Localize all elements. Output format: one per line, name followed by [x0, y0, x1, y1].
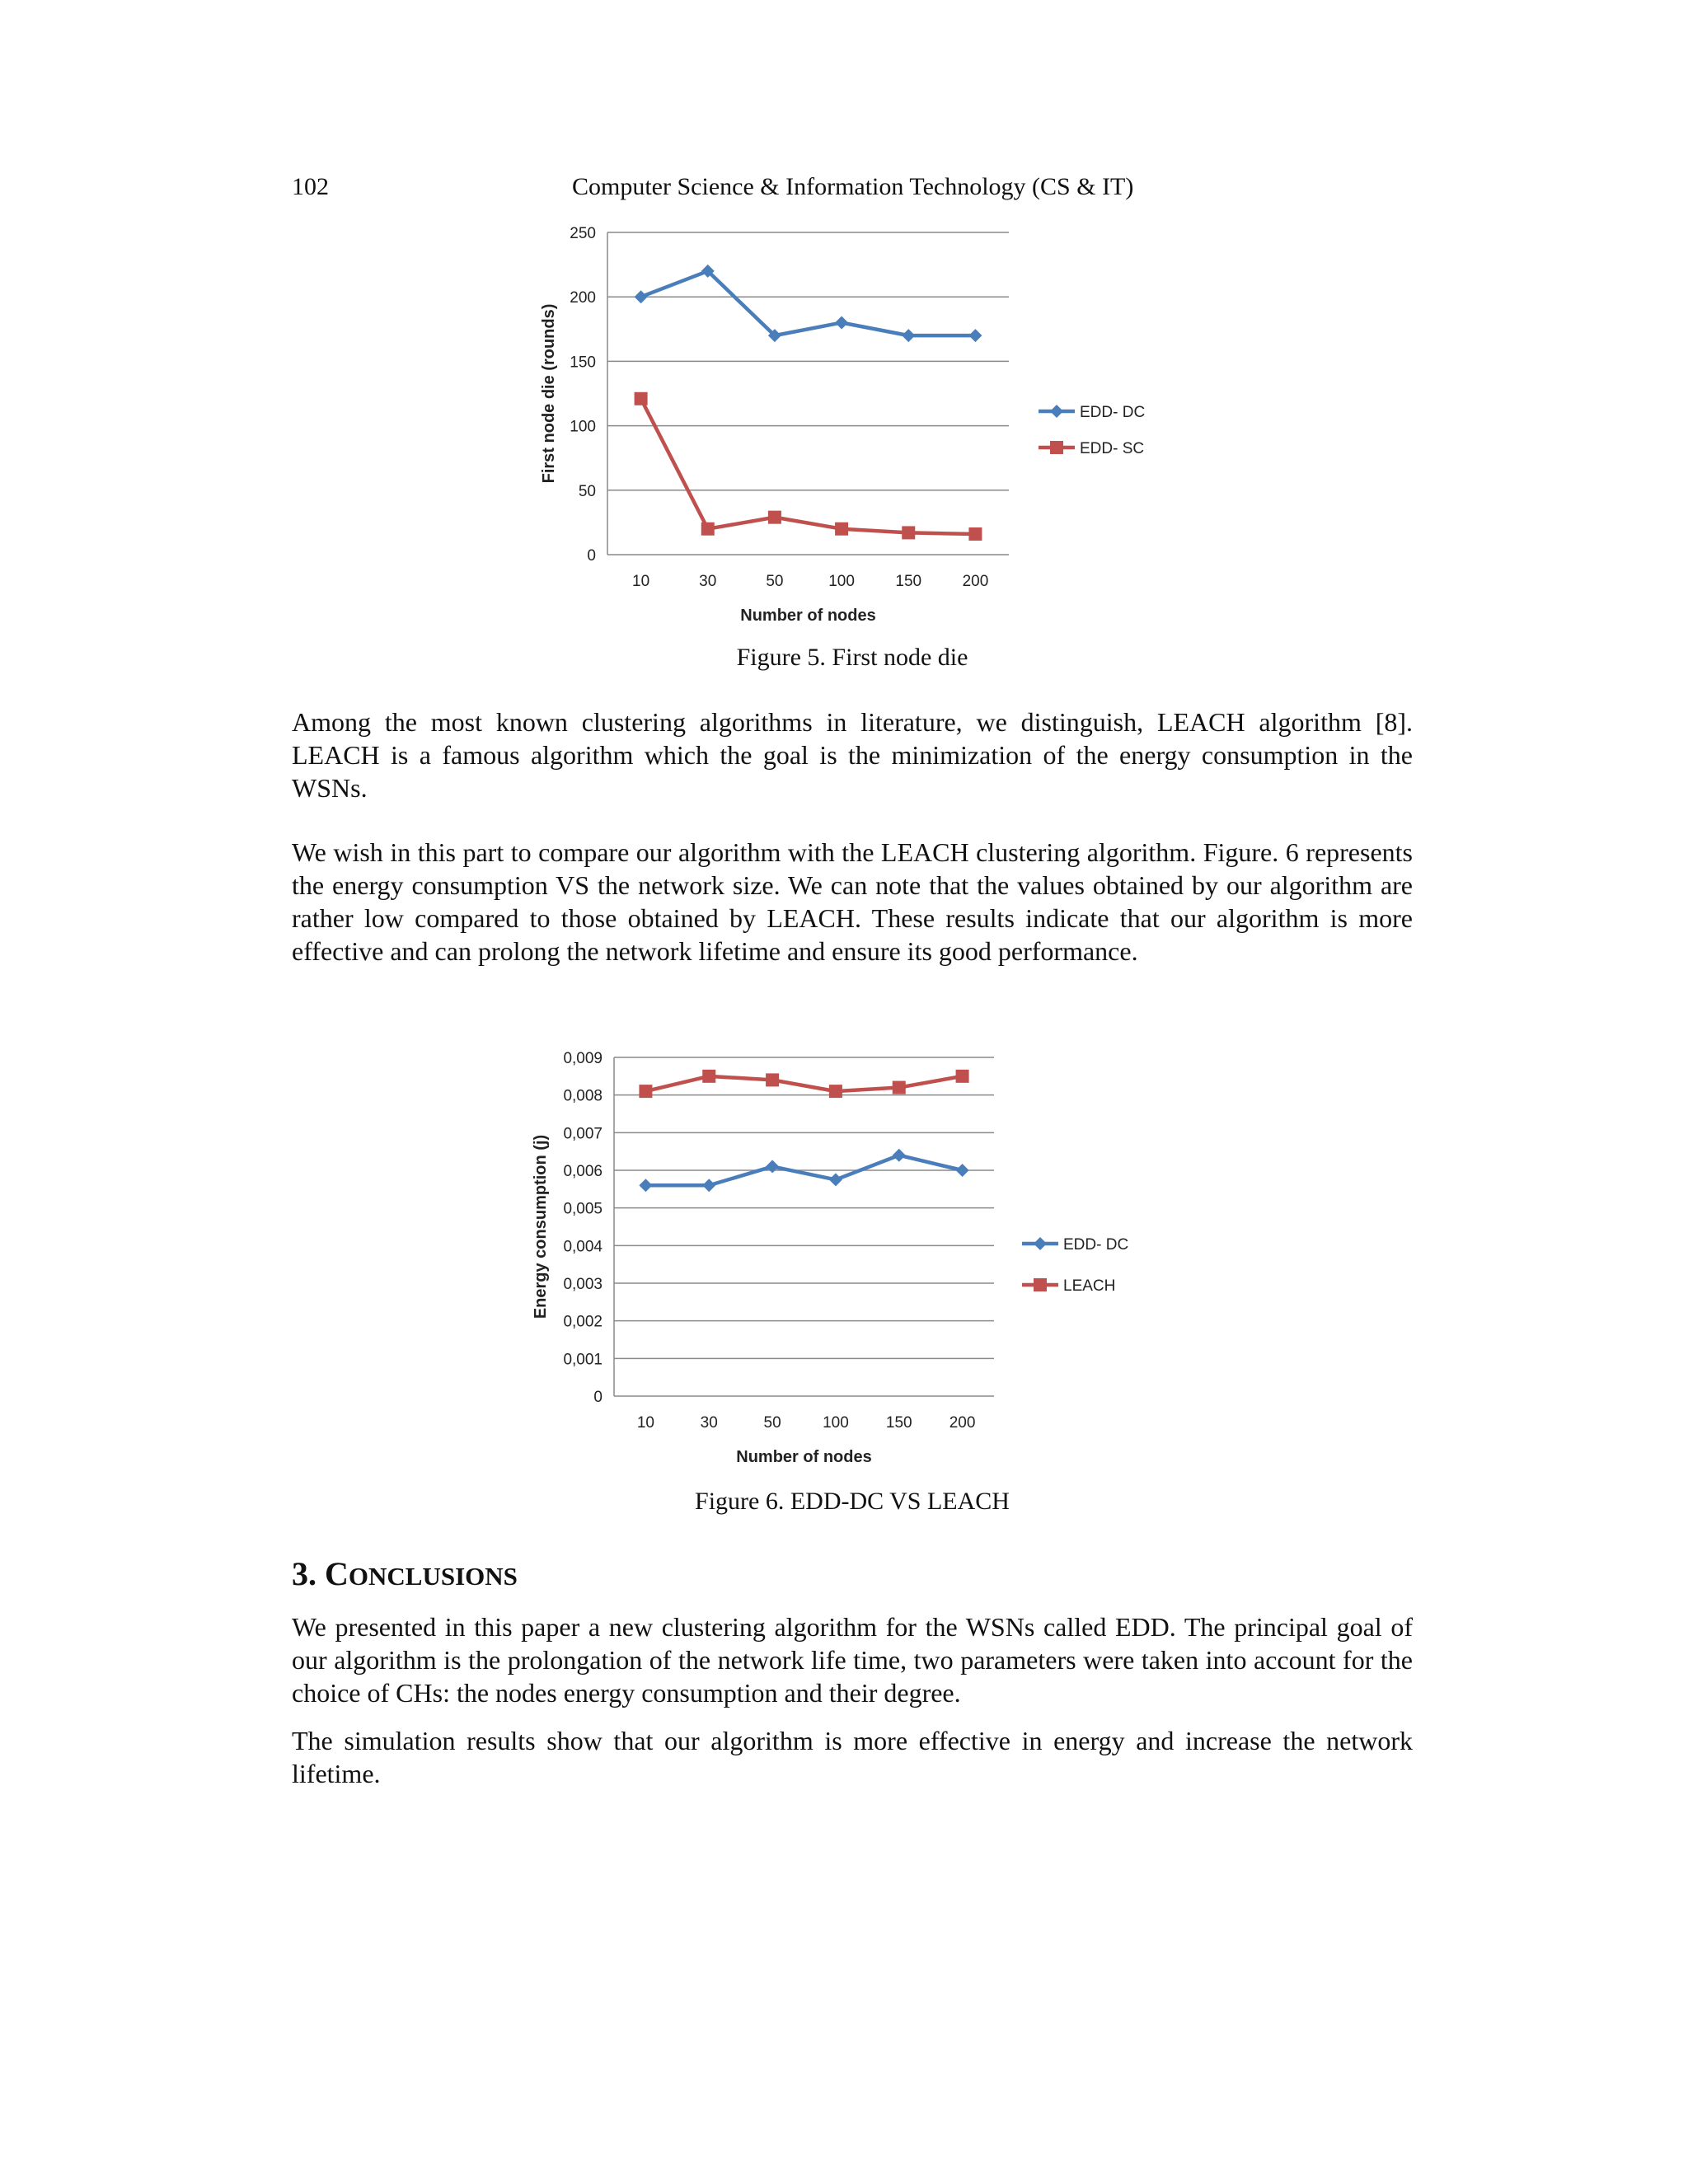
grid-lines — [614, 1057, 994, 1396]
x-tick-labels — [632, 573, 988, 590]
data-point — [701, 523, 715, 536]
x-tick-label: 30 — [700, 1414, 718, 1432]
x-tick-label: 10 — [636, 1414, 654, 1432]
x-tick-label: 100 — [828, 573, 855, 590]
legend-label: EDD- DC — [1063, 1236, 1129, 1254]
x-tick-label: 30 — [699, 573, 717, 590]
data-point — [956, 1164, 969, 1177]
y-axis-label: First node die (rounds) — [540, 303, 558, 484]
legend-marker — [1050, 441, 1063, 454]
y-tick-label: 0,003 — [563, 1276, 603, 1293]
y-tick-label: 0,006 — [563, 1163, 603, 1180]
figure-5-chart — [528, 214, 1187, 635]
data-point — [893, 1149, 906, 1162]
y-tick-label: 0,008 — [563, 1087, 603, 1105]
data-point — [702, 1070, 715, 1083]
paragraph-comparison: We wish in this part to compare our algorithm with the LEACH clustering algorithm. Figure. 6 represents the energy consumption VS the network size. We can note that the values obtained by our algorithm are rather low compared to those obtained by LEACH. These results indicate that our algorithm is more effective and can prolong the network lifetime and ensure its good performance. — [292, 837, 1413, 966]
y-tick-label: 50 — [578, 482, 596, 500]
series-line-edd-dc — [641, 271, 976, 335]
figure-5-caption: Figure 5. First node die — [736, 644, 968, 671]
y-tick-labels — [563, 1050, 603, 1406]
legend-marker — [1034, 1237, 1047, 1250]
data-point — [968, 527, 982, 541]
data-point — [702, 1179, 715, 1192]
data-point — [766, 1160, 779, 1173]
series-line-leach — [645, 1076, 962, 1091]
x-tick-label: 200 — [949, 1414, 976, 1432]
chart-series — [635, 265, 982, 541]
y-tick-label: 250 — [570, 225, 596, 242]
data-point — [768, 511, 781, 524]
y-axis-label: Energy consumption (j) — [532, 1134, 550, 1319]
grid-lines — [607, 232, 1009, 555]
chart-legend — [1022, 1236, 1128, 1295]
legend-label: EDD- SC — [1080, 440, 1145, 457]
paragraph-conclusions-1: We presented in this paper a new clustering algorithm for the WSNs called EDD. The principal goal of our algorithm is the prolongation of the network life time, two parameters were taken into account for the choice of CHs: the nodes energy consumption and their degree. — [292, 1612, 1413, 1708]
figure-6-chart — [528, 1040, 1187, 1473]
figure-6-caption: Figure 6. EDD-DC VS LEACH — [695, 1488, 1010, 1515]
running-header — [292, 173, 1413, 206]
y-tick-label: 200 — [570, 289, 596, 307]
y-tick-label: 0,007 — [563, 1125, 603, 1143]
data-point — [893, 1081, 906, 1094]
section-heading-conclusions — [292, 1554, 518, 1593]
legend-marker — [1034, 1278, 1047, 1291]
x-tick-label: 200 — [962, 573, 989, 590]
data-point — [639, 1179, 652, 1192]
x-tick-label: 50 — [763, 1414, 781, 1432]
x-axis-label: Number of nodes — [740, 607, 876, 625]
data-point — [635, 392, 648, 405]
y-tick-label: 0,009 — [563, 1050, 603, 1067]
x-tick-label: 150 — [895, 573, 922, 590]
section-number: 3. C — [292, 1555, 349, 1592]
y-tick-label: 0,005 — [563, 1200, 603, 1218]
x-tick-labels — [637, 1414, 976, 1432]
x-axis-label: Number of nodes — [736, 1448, 872, 1466]
section-title-rest: ONCLUSIONS — [348, 1562, 518, 1591]
journal-title: Computer Science & Information Technology (CS & IT) — [572, 173, 1134, 200]
y-tick-labels — [570, 225, 596, 565]
y-tick-label: 0 — [593, 1389, 603, 1406]
paragraph-conclusions-2: The simulation results show that our algorithm is more effective in energy and increase the network lifetime. — [292, 1726, 1413, 1788]
y-tick-label: 0,002 — [563, 1313, 603, 1331]
data-point — [829, 1173, 842, 1186]
series-line-edd-sc — [641, 399, 976, 534]
data-point — [902, 526, 915, 539]
legend-label: EDD- DC — [1080, 404, 1146, 421]
x-tick-label: 10 — [632, 573, 650, 590]
y-tick-label: 150 — [570, 354, 596, 372]
chart-series — [639, 1070, 968, 1192]
legend-marker — [1050, 405, 1063, 418]
x-tick-label: 150 — [885, 1414, 912, 1432]
chart-legend — [1039, 404, 1145, 457]
x-tick-label: 50 — [766, 573, 784, 590]
data-point — [635, 290, 648, 303]
data-point — [639, 1085, 652, 1098]
data-point — [968, 329, 982, 342]
y-tick-label: 0 — [587, 547, 596, 565]
data-point — [902, 329, 915, 342]
data-point — [835, 523, 848, 536]
data-point — [956, 1070, 969, 1083]
data-point — [829, 1085, 842, 1098]
y-tick-label: 0,001 — [563, 1351, 603, 1369]
y-tick-label: 100 — [570, 418, 596, 436]
legend-label: LEACH — [1063, 1277, 1116, 1295]
data-point — [766, 1073, 779, 1086]
page-number: 102 — [292, 173, 329, 200]
x-tick-label: 100 — [823, 1414, 849, 1432]
data-point — [835, 316, 848, 329]
paragraph-leach-intro: Among the most known clustering algorithms in literature, we distinguish, LEACH algorithm [8]. LEACH is a famous algorithm which the goal is the minimization of the energy consumption in the WSNs. — [292, 707, 1413, 803]
y-tick-label: 0,004 — [563, 1238, 603, 1256]
